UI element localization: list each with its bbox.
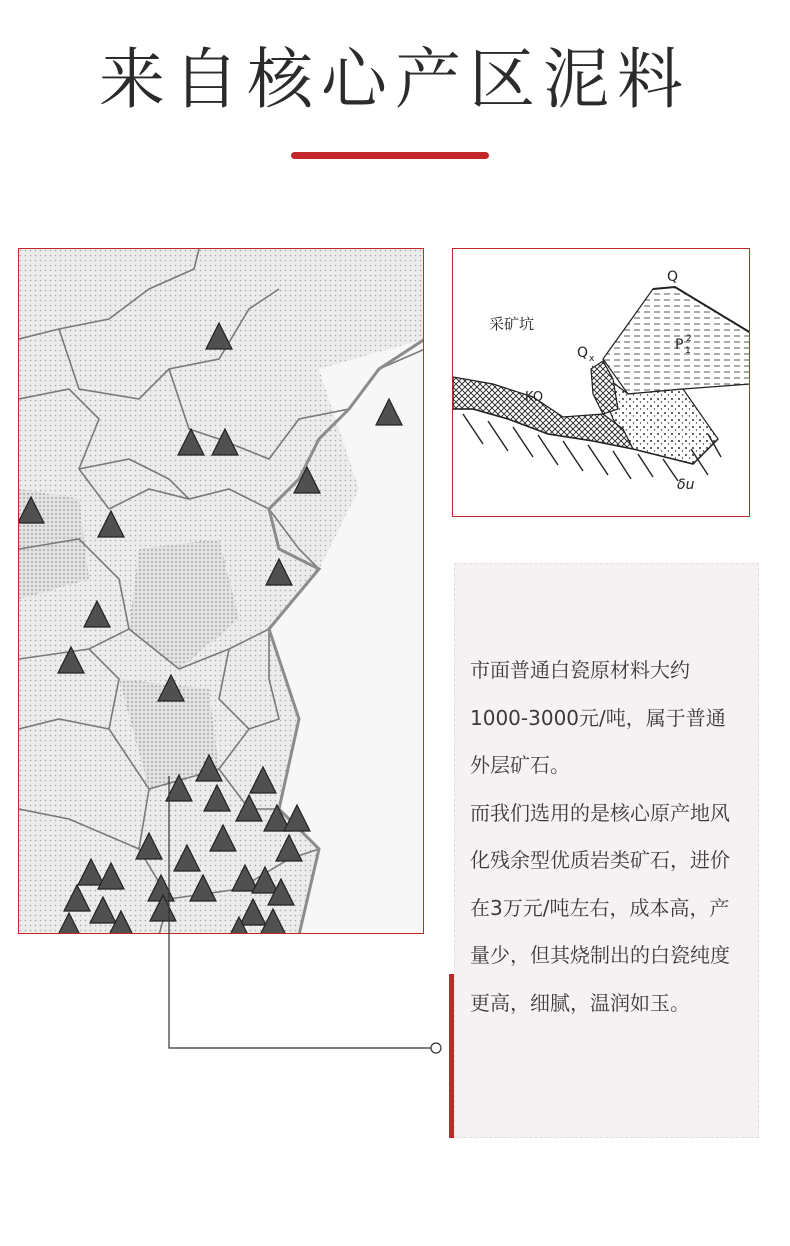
connector-dot: [431, 1043, 441, 1053]
label-p-sub: 1: [685, 346, 691, 356]
label-mining-pit: 采矿坑: [489, 315, 535, 333]
label-p-sup: 2: [686, 334, 692, 344]
description-paragraph-1: 市面普通白瓷原材料大约1000-3000元/吨，属于普通外层矿石。: [470, 658, 726, 777]
label-p: P: [675, 337, 684, 353]
label-q-mid: Q: [577, 345, 589, 361]
label-delta-u: δu: [677, 477, 695, 493]
label-q-mid-sub: x: [589, 354, 595, 364]
label-q-top: Q: [667, 269, 679, 285]
label-ko: KO: [525, 390, 544, 405]
page-title: 来自核心产区泥料: [99, 41, 691, 118]
description-paragraph-2: 而我们选用的是核心原产地风化残余型优质岩类矿石，进价在3万元/吨左右，成本高，产量少，但其烧制出的白瓷纯度更高，细腻，温润如玉。: [470, 800, 730, 1015]
